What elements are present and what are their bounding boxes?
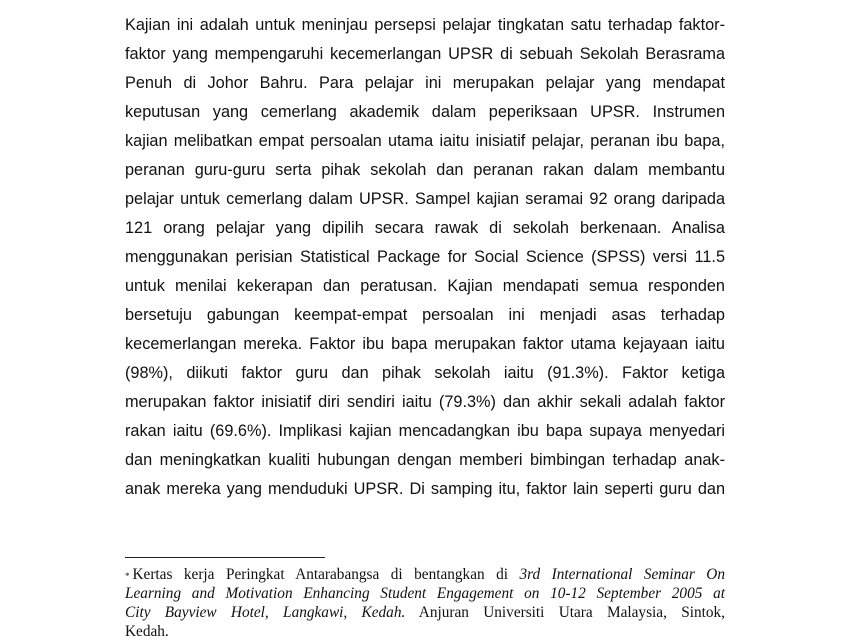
footnote-line bbox=[125, 565, 725, 584]
abstract-paragraph bbox=[125, 11, 725, 504]
text-line: merupakan faktor inisiatif diri sendiri iaitu (79.3%) dan akhir sekali adalah faktor bbox=[125, 393, 725, 411]
seminar-venue: City Bayview Hotel, Langkawi, Kedah. bbox=[125, 604, 406, 621]
footnote-line bbox=[125, 622, 725, 641]
text-line: (98%), diikuti faktor guru dan pihak sekolah iaitu (91.3%). Faktor ketiga bbox=[125, 364, 725, 382]
text-line: Penuh di Johor Bahru. Para pelajar ini merupakan pelajar yang mendapat bbox=[125, 74, 725, 92]
text-line: dan meningkatkan kualiti hubungan dengan memberi bimbingan terhadap anak- bbox=[125, 451, 725, 469]
footnote-divider bbox=[125, 557, 325, 558]
text-line: bersetuju gabungan keempat-empat persoalan ini menjadi asas terhadap bbox=[125, 306, 725, 324]
text-line: anak mereka yang menduduki UPSR. Di samping itu, faktor lain seperti guru dan bbox=[125, 480, 725, 498]
organizer-text: Anjuran Universiti Utara Malaysia, Sintok, bbox=[405, 604, 725, 621]
text-line: kajian melibatkan empat persoalan utama iaitu inisiatif pelajar, peranan ibu bapa, bbox=[125, 132, 725, 150]
footnote-line bbox=[125, 584, 725, 603]
text-line: 121 orang pelajar yang dipilih secara rawak di sekolah berkenaan. Analisa bbox=[125, 219, 725, 237]
text-line: rakan iaitu (69.6%). Implikasi kajian mencadangkan ibu bapa supaya menyedari bbox=[125, 422, 725, 440]
text-line: pelajar untuk cemerlang dalam UPSR. Sampel kajian seramai 92 orang daripada bbox=[125, 190, 725, 208]
seminar-title: 3rd International Seminar On bbox=[519, 566, 726, 583]
text-line: peranan guru-guru serta pihak sekolah dan peranan rakan dalam membantu bbox=[125, 161, 725, 179]
seminar-title-continued: Learning and Motivation Enhancing Student Engagement on 10-12 September 2005 at bbox=[125, 585, 725, 602]
text-line: Kajian ini adalah untuk meninjau persepsi pelajar tingkatan satu terhadap faktor- bbox=[125, 16, 725, 34]
text-line: keputusan yang cemerlang akademik dalam peperiksaan UPSR. Instrumen bbox=[125, 103, 725, 121]
text-line: faktor yang mempengaruhi kecemerlangan UPSR di sebuah Sekolah Berasrama bbox=[125, 45, 725, 63]
organizer-location: Kedah. bbox=[125, 623, 169, 640]
footnote bbox=[125, 565, 725, 641]
text-line: kecemerlangan mereka. Faktor ibu bapa merupakan faktor utama kejayaan iaitu bbox=[125, 335, 725, 353]
footnote-marker: * bbox=[125, 571, 130, 581]
text-line: menggunakan perisian Statistical Package for Social Science (SPSS) versi 11.5 bbox=[125, 248, 725, 266]
footnote-line bbox=[125, 603, 725, 622]
footnote-text: Kertas kerja Peringkat Antarabangsa di bentangkan di bbox=[132, 566, 520, 583]
text-line: untuk menilai kekerapan dan peratusan. Kajian mendapati semua responden bbox=[125, 277, 725, 295]
